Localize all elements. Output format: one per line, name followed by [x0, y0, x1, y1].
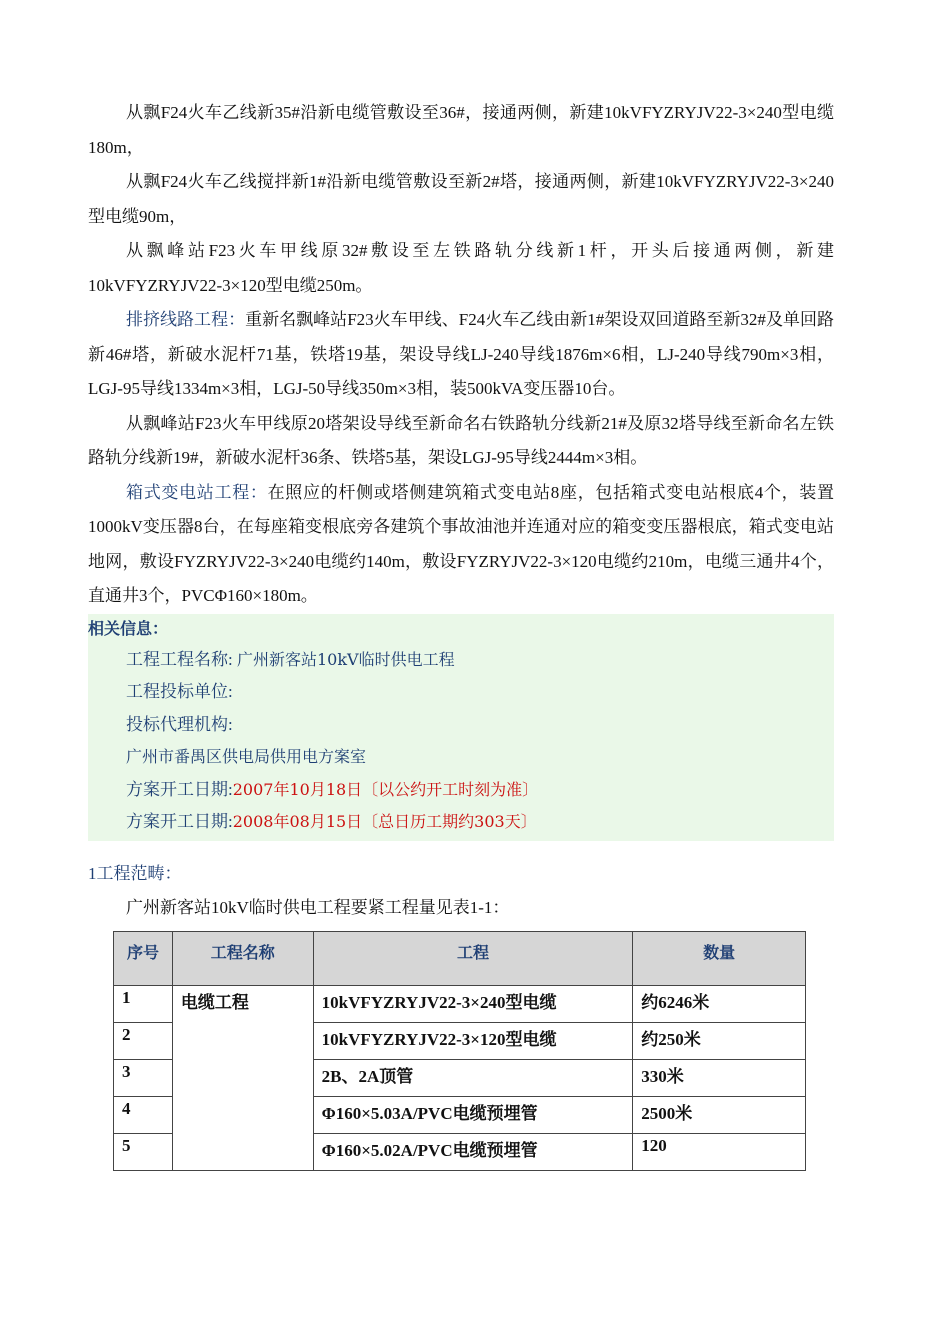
row-item: 10kVFYZRYJV22-3×120型电缆 — [313, 1022, 633, 1059]
project-name-line — [88, 644, 834, 677]
line-work-label: 排挤线路工程： — [126, 310, 246, 329]
row-item: 2B、2A顶管 — [313, 1059, 633, 1096]
row-no: 4 — [114, 1096, 173, 1133]
row-no: 5 — [114, 1133, 173, 1170]
paragraph-cable-1: 从飘F24火车乙线新35#沿新电缆管敷设至36#，接通两侧，新建10kVFYZRYJV22-3×240型电缆180m， — [88, 103, 834, 157]
document-page — [88, 96, 834, 1171]
paragraph-cable-2: 从飘F24火车乙线搅拌新1#沿新电缆管敷设至新2#塔，接通两侧，新建10kVFYZRYJV22-3×240型电缆90m， — [88, 172, 834, 226]
agency-label: 投标代理机构: — [126, 714, 233, 734]
quantity-table — [113, 931, 806, 1171]
start-date-line — [88, 774, 834, 807]
start-date-value: 2007年10月18日〔以公约开工时刻为准〕 — [232, 779, 539, 799]
end-date-line — [88, 806, 834, 839]
bidder-label: 工程投标单位: — [126, 682, 233, 701]
header-project-name: 工程名称 — [172, 931, 313, 985]
project-name-value: 广州新客站10kV临时供电工程 — [236, 649, 455, 669]
row-qty: 2500米 — [633, 1096, 806, 1133]
header-quantity: 数量 — [633, 931, 806, 985]
table-row — [114, 985, 806, 1022]
agency-value: 广州市番禺区供电局供用电方案室 — [126, 747, 367, 766]
row-no: 1 — [114, 985, 173, 1022]
row-no: 3 — [114, 1059, 173, 1096]
paragraph-substation — [88, 476, 834, 614]
header-item: 工程 — [313, 931, 633, 985]
end-date-label: 方案开工日期: — [126, 812, 233, 831]
row-qty: 约250米 — [633, 1022, 806, 1059]
row-qty: 330米 — [633, 1059, 806, 1096]
substation-body: 在照应的杆侧或塔侧建筑箱式变电站8座，包括箱式变电站根底4个，装置1000kV变压器8台，在每座箱变根底旁各建筑个事故油池并连通对应的箱变变压器根底，箱式变电站地网，敷设FYZRYJV22-3×240电缆约140m，敷设FYZRYJV22-3×120电缆约210m，电缆三通井4个，直通井3个，PVCΦ160×180m。 — [88, 482, 835, 605]
category-cell: 电缆工程 — [172, 985, 313, 1170]
row-qty: 约6246米 — [633, 985, 806, 1022]
start-date-label: 方案开工日期: — [126, 779, 233, 799]
paragraph-line-work-2: 从飘峰站F23火车甲线原20塔架设导线至新命名右铁路轨分线新21#及原32塔导线至新命名左铁路轨分线新19#，新破水泥杆36条、铁塔5基，架设LGJ-95导线2444m×3相。 — [88, 413, 834, 467]
table-header-row — [114, 931, 806, 985]
row-item: Φ160×5.02A/PVC电缆预埋管 — [313, 1133, 633, 1170]
substation-label: 箱式变电站工程： — [126, 482, 268, 502]
paragraph-line-work — [88, 303, 834, 407]
agency-value-line — [88, 741, 834, 774]
row-item: 10kVFYZRYJV22-3×240型电缆 — [313, 985, 633, 1022]
header-no: 序号 — [114, 931, 173, 985]
row-no: 2 — [114, 1022, 173, 1059]
paragraph-cable-3: 从飘峰站F23火车甲线原32#敷设至左铁路轨分线新1杆，开头后接通两侧，新建10kVFYZRYJV22-3×120型电缆250m。 — [88, 241, 834, 295]
row-qty: 120 — [633, 1133, 806, 1170]
section-heading: 1工程范畴： — [88, 863, 182, 883]
line-work-body: 重新名飘峰站F23火车甲线、F24火车乙线由新1#架设双回道路至新32#及单回路新46#塔，新破水泥杆71基，铁塔19基，架设导线LJ-240导线1876m×6相，LJ-240导线790m×3相，LGJ-95导线1334m×3相，LGJ-50导线350m×3相，装500kVA变压器10台。 — [88, 310, 834, 398]
related-info-box — [88, 614, 834, 841]
bidder-line — [88, 676, 834, 709]
project-name-label: 工程工程名称: — [126, 649, 233, 669]
end-date-value: 2008年08月15日〔总日历工期约303天〕 — [232, 812, 537, 831]
related-info-title: 相关信息： — [88, 618, 169, 638]
row-item: Φ160×5.03A/PVC电缆预埋管 — [313, 1096, 633, 1133]
agency-line — [88, 709, 834, 742]
table-intro: 广州新客站10kV临时供电工程要紧工程量见表1-1： — [126, 897, 510, 917]
